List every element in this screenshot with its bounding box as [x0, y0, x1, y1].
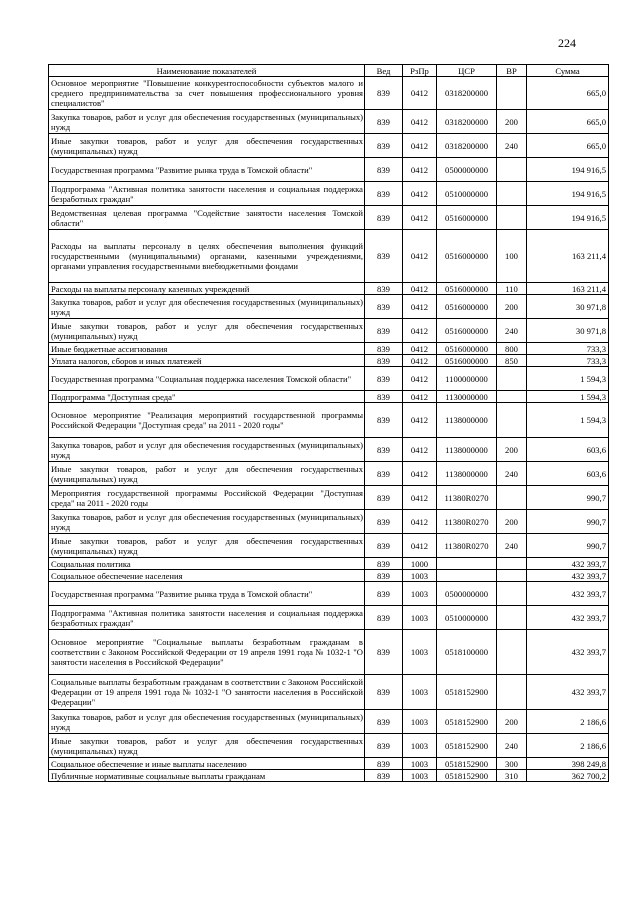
row-vr-cell: 240: [497, 734, 527, 758]
table-row: [49, 283, 609, 295]
row-sum-cell: 194 916,5: [527, 158, 609, 182]
row-vr-cell: [497, 391, 527, 403]
row-vr-cell: 110: [497, 283, 527, 295]
row-name-cell: Основное мероприятие "Социальные выплаты безработным гражданам в соответствии с Законом Российской Федерации от 19 апреля 1991 года № 1032-1 "О занятости населения в Российской Федерации": [49, 630, 365, 675]
row-rzpr-cell: 1003: [403, 710, 437, 734]
row-ved-cell: 839: [365, 734, 403, 758]
table-row: [49, 438, 609, 462]
row-vr-cell: 200: [497, 110, 527, 134]
row-rzpr-cell: 0412: [403, 534, 437, 558]
row-rzpr-cell: 0412: [403, 438, 437, 462]
row-name-cell: Основное мероприятие "Повышение конкурентоспособности субъектов малого и среднего предпринимательства за счет повышения профессионального уровня специалистов": [49, 77, 365, 110]
row-name-cell: Подпрограмма "Активная политика занятости населения и социальная поддержка безработных граждан": [49, 182, 365, 206]
row-sum-cell: 990,7: [527, 510, 609, 534]
row-ved-cell: 839: [365, 367, 403, 391]
row-sum-cell: 1 594,3: [527, 391, 609, 403]
row-ved-cell: 839: [365, 462, 403, 486]
row-ved-cell: 839: [365, 391, 403, 403]
table-row: [49, 295, 609, 319]
row-vr-cell: 240: [497, 134, 527, 158]
row-ved-cell: 839: [365, 582, 403, 606]
row-sum-cell: 2 186,6: [527, 734, 609, 758]
row-vr-cell: 800: [497, 343, 527, 355]
row-csr-cell: 0516000000: [437, 283, 497, 295]
row-ved-cell: 839: [365, 158, 403, 182]
table-row: [49, 606, 609, 630]
row-name-cell: Иные закупки товаров, работ и услуг для обеспечения государственных (муниципальных) нужд: [49, 734, 365, 758]
row-vr-cell: [497, 486, 527, 510]
table-row: [49, 710, 609, 734]
table-row: [49, 355, 609, 367]
row-rzpr-cell: 0412: [403, 355, 437, 367]
row-csr-cell: 0516000000: [437, 295, 497, 319]
table-body: [49, 77, 609, 782]
row-sum-cell: 432 393,7: [527, 675, 609, 710]
table-row: [49, 343, 609, 355]
row-name-cell: Иные закупки товаров, работ и услуг для обеспечения государственных (муниципальных) нужд: [49, 319, 365, 343]
row-rzpr-cell: 1003: [403, 758, 437, 770]
row-name-cell: Уплата налогов, сборов и иных платежей: [49, 355, 365, 367]
row-rzpr-cell: 1003: [403, 734, 437, 758]
row-csr-cell: 0516000000: [437, 206, 497, 230]
header-vr: ВР: [497, 65, 527, 77]
row-ved-cell: 839: [365, 558, 403, 570]
row-name-cell: Мероприятия государственной программы Российской Федерации "Доступная среда" на 2011 - 2020 годы: [49, 486, 365, 510]
row-ved-cell: 839: [365, 534, 403, 558]
row-rzpr-cell: 1000: [403, 558, 437, 570]
row-name-cell: Публичные нормативные социальные выплаты гражданам: [49, 770, 365, 782]
table-row: [49, 582, 609, 606]
row-name-cell: Иные закупки товаров, работ и услуг для обеспечения государственных (муниципальных) нужд: [49, 134, 365, 158]
row-vr-cell: [497, 182, 527, 206]
row-csr-cell: [437, 558, 497, 570]
row-vr-cell: 300: [497, 758, 527, 770]
row-name-cell: Социальные выплаты безработным гражданам в соответствии с Законом Российской Федерации от 19 апреля 1991 года № 1032-1 "О занятости населения в Российской Федерации": [49, 675, 365, 710]
row-sum-cell: 1 594,3: [527, 367, 609, 391]
row-vr-cell: 200: [497, 710, 527, 734]
row-rzpr-cell: 0412: [403, 77, 437, 110]
row-ved-cell: 839: [365, 230, 403, 283]
row-csr-cell: 0516000000: [437, 230, 497, 283]
row-ved-cell: 839: [365, 403, 403, 438]
row-rzpr-cell: 0412: [403, 391, 437, 403]
row-ved-cell: 839: [365, 134, 403, 158]
budget-table: [48, 64, 609, 782]
row-ved-cell: 839: [365, 206, 403, 230]
table-row: [49, 403, 609, 438]
row-csr-cell: 0518152900: [437, 734, 497, 758]
row-rzpr-cell: 1003: [403, 630, 437, 675]
row-name-cell: Закупка товаров, работ и услуг для обеспечения государственных (муниципальных) нужд: [49, 510, 365, 534]
row-sum-cell: 194 916,5: [527, 182, 609, 206]
row-name-cell: Социальная политика: [49, 558, 365, 570]
row-vr-cell: [497, 77, 527, 110]
row-name-cell: Иные закупки товаров, работ и услуг для обеспечения государственных (муниципальных) нужд: [49, 462, 365, 486]
row-vr-cell: 240: [497, 319, 527, 343]
table-row: [49, 630, 609, 675]
row-rzpr-cell: 1003: [403, 770, 437, 782]
row-name-cell: Подпрограмма "Активная политика занятости населения и социальная поддержка безработных граждан": [49, 606, 365, 630]
row-rzpr-cell: 0412: [403, 510, 437, 534]
row-name-cell: Ведомственная целевая программа "Содействие занятости населения Томской области": [49, 206, 365, 230]
row-rzpr-cell: 1003: [403, 582, 437, 606]
table-row: [49, 770, 609, 782]
row-name-cell: Государственная программа "Социальная поддержка населения Томской области": [49, 367, 365, 391]
table-row: [49, 758, 609, 770]
row-rzpr-cell: 1003: [403, 606, 437, 630]
row-sum-cell: 665,0: [527, 77, 609, 110]
table-row: [49, 675, 609, 710]
row-csr-cell: 0510000000: [437, 606, 497, 630]
row-csr-cell: 0516000000: [437, 355, 497, 367]
row-ved-cell: 839: [365, 606, 403, 630]
row-vr-cell: [497, 675, 527, 710]
row-name-cell: Социальное обеспечение населения: [49, 570, 365, 582]
row-name-cell: Иные закупки товаров, работ и услуг для обеспечения государственных (муниципальных) нужд: [49, 534, 365, 558]
row-vr-cell: 240: [497, 534, 527, 558]
row-rzpr-cell: 0412: [403, 230, 437, 283]
row-rzpr-cell: 0412: [403, 110, 437, 134]
row-ved-cell: 839: [365, 438, 403, 462]
row-ved-cell: 839: [365, 295, 403, 319]
row-sum-cell: 362 700,2: [527, 770, 609, 782]
row-name-cell: Иные бюджетные ассигнования: [49, 343, 365, 355]
row-rzpr-cell: 0412: [403, 283, 437, 295]
row-sum-cell: 194 916,5: [527, 206, 609, 230]
row-ved-cell: 839: [365, 675, 403, 710]
row-vr-cell: 200: [497, 438, 527, 462]
row-vr-cell: [497, 158, 527, 182]
row-ved-cell: 839: [365, 182, 403, 206]
row-rzpr-cell: 0412: [403, 295, 437, 319]
row-vr-cell: [497, 582, 527, 606]
row-sum-cell: 990,7: [527, 486, 609, 510]
row-sum-cell: 30 971,8: [527, 295, 609, 319]
row-sum-cell: 398 249,8: [527, 758, 609, 770]
row-ved-cell: 839: [365, 770, 403, 782]
row-name-cell: Закупка товаров, работ и услуг для обеспечения государственных (муниципальных) нужд: [49, 438, 365, 462]
row-vr-cell: [497, 606, 527, 630]
row-ved-cell: 839: [365, 486, 403, 510]
row-rzpr-cell: 1003: [403, 675, 437, 710]
row-csr-cell: 1138000000: [437, 438, 497, 462]
row-name-cell: Расходы на выплаты персоналу в целях обеспечения выполнения функций государственными (муниципальными) органами, казенными учреждениями, органами управления государственными внебюджетными фондами: [49, 230, 365, 283]
row-name-cell: Закупка товаров, работ и услуг для обеспечения государственных (муниципальных) нужд: [49, 110, 365, 134]
row-sum-cell: 432 393,7: [527, 570, 609, 582]
row-csr-cell: 0318200000: [437, 110, 497, 134]
table-row: [49, 319, 609, 343]
row-csr-cell: 0518152900: [437, 770, 497, 782]
row-name-cell: Государственная программа "Развитие рынка труда в Томской области": [49, 582, 365, 606]
row-csr-cell: 1130000000: [437, 391, 497, 403]
row-csr-cell: 0318200000: [437, 134, 497, 158]
table-row: [49, 367, 609, 391]
header-ved: Вед: [365, 65, 403, 77]
row-rzpr-cell: 0412: [403, 462, 437, 486]
row-vr-cell: [497, 206, 527, 230]
table-header: [49, 65, 609, 77]
row-csr-cell: 0500000000: [437, 158, 497, 182]
header-name: Наименование показателей: [49, 65, 365, 77]
row-ved-cell: 839: [365, 77, 403, 110]
row-rzpr-cell: 0412: [403, 182, 437, 206]
row-sum-cell: 163 211,4: [527, 283, 609, 295]
row-csr-cell: 1100000000: [437, 367, 497, 391]
row-rzpr-cell: 0412: [403, 367, 437, 391]
row-rzpr-cell: 0412: [403, 403, 437, 438]
row-vr-cell: 240: [497, 462, 527, 486]
row-sum-cell: 30 971,8: [527, 319, 609, 343]
row-csr-cell: 1138000000: [437, 462, 497, 486]
row-name-cell: Подпрограмма "Доступная среда": [49, 391, 365, 403]
row-csr-cell: [437, 570, 497, 582]
row-csr-cell: 0518152900: [437, 758, 497, 770]
table-row: [49, 391, 609, 403]
row-ved-cell: 839: [365, 343, 403, 355]
row-vr-cell: [497, 630, 527, 675]
table-row: [49, 206, 609, 230]
row-name-cell: Расходы на выплаты персоналу казенных учреждений: [49, 283, 365, 295]
row-vr-cell: [497, 403, 527, 438]
row-ved-cell: 839: [365, 758, 403, 770]
row-csr-cell: 0518152900: [437, 710, 497, 734]
row-ved-cell: 839: [365, 570, 403, 582]
row-ved-cell: 839: [365, 283, 403, 295]
row-rzpr-cell: 0412: [403, 343, 437, 355]
table-row: [49, 77, 609, 110]
row-name-cell: Закупка товаров, работ и услуг для обеспечения государственных (муниципальных) нужд: [49, 295, 365, 319]
table-row: [49, 734, 609, 758]
row-sum-cell: 2 186,6: [527, 710, 609, 734]
row-name-cell: Основное мероприятие "Реализация мероприятий государственной программы Российской Федерации "Доступная среда" на 2011 - 2020 годы": [49, 403, 365, 438]
row-csr-cell: 0318200000: [437, 77, 497, 110]
row-rzpr-cell: 0412: [403, 319, 437, 343]
row-ved-cell: 839: [365, 630, 403, 675]
header-csr: ЦСР: [437, 65, 497, 77]
row-csr-cell: 0518100000: [437, 630, 497, 675]
row-ved-cell: 839: [365, 510, 403, 534]
row-rzpr-cell: 0412: [403, 158, 437, 182]
row-csr-cell: 0518152900: [437, 675, 497, 710]
row-csr-cell: 11380R0270: [437, 486, 497, 510]
table-row: [49, 510, 609, 534]
row-sum-cell: 163 211,4: [527, 230, 609, 283]
row-rzpr-cell: 0412: [403, 486, 437, 510]
row-sum-cell: 665,0: [527, 134, 609, 158]
table-row: [49, 134, 609, 158]
row-vr-cell: [497, 558, 527, 570]
row-rzpr-cell: 0412: [403, 206, 437, 230]
header-row: [49, 65, 609, 77]
row-csr-cell: 0500000000: [437, 582, 497, 606]
row-sum-cell: 733,3: [527, 355, 609, 367]
row-rzpr-cell: 0412: [403, 134, 437, 158]
row-vr-cell: 850: [497, 355, 527, 367]
table-row: [49, 158, 609, 182]
header-sum: Сумма: [527, 65, 609, 77]
row-name-cell: Государственная программа "Развитие рынка труда в Томской области": [49, 158, 365, 182]
table-row: [49, 110, 609, 134]
row-sum-cell: 733,3: [527, 343, 609, 355]
row-ved-cell: 839: [365, 319, 403, 343]
row-sum-cell: 432 393,7: [527, 582, 609, 606]
row-vr-cell: 100: [497, 230, 527, 283]
row-sum-cell: 1 594,3: [527, 403, 609, 438]
row-ved-cell: 839: [365, 355, 403, 367]
row-name-cell: Социальное обеспечение и иные выплаты населению: [49, 758, 365, 770]
row-csr-cell: 11380R0270: [437, 510, 497, 534]
row-sum-cell: 603,6: [527, 462, 609, 486]
row-vr-cell: 200: [497, 295, 527, 319]
row-ved-cell: 839: [365, 110, 403, 134]
row-vr-cell: 310: [497, 770, 527, 782]
row-sum-cell: 432 393,7: [527, 630, 609, 675]
table-row: [49, 486, 609, 510]
row-sum-cell: 990,7: [527, 534, 609, 558]
table-row: [49, 558, 609, 570]
row-csr-cell: 0516000000: [437, 319, 497, 343]
row-vr-cell: [497, 367, 527, 391]
row-csr-cell: 11380R0270: [437, 534, 497, 558]
row-sum-cell: 432 393,7: [527, 558, 609, 570]
row-csr-cell: 1138000000: [437, 403, 497, 438]
row-sum-cell: 603,6: [527, 438, 609, 462]
table-row: [49, 570, 609, 582]
row-name-cell: Закупка товаров, работ и услуг для обеспечения государственных (муниципальных) нужд: [49, 710, 365, 734]
table-row: [49, 182, 609, 206]
table-row: [49, 534, 609, 558]
header-rzpr: РзПр: [403, 65, 437, 77]
row-rzpr-cell: 1003: [403, 570, 437, 582]
table-row: [49, 230, 609, 283]
row-csr-cell: 0516000000: [437, 343, 497, 355]
table-row: [49, 462, 609, 486]
row-sum-cell: 665,0: [527, 110, 609, 134]
page-number: 224: [558, 36, 576, 50]
row-ved-cell: 839: [365, 710, 403, 734]
row-vr-cell: 200: [497, 510, 527, 534]
row-vr-cell: [497, 570, 527, 582]
row-csr-cell: 0510000000: [437, 182, 497, 206]
row-sum-cell: 432 393,7: [527, 606, 609, 630]
